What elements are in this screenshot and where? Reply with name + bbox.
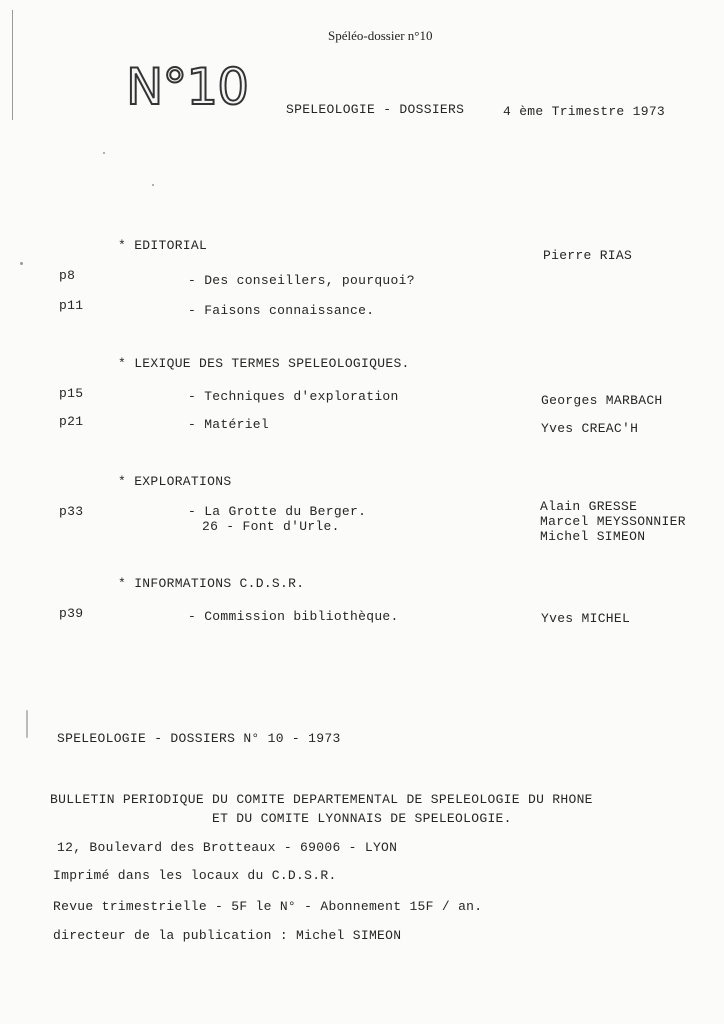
toc-page-ref: p15: [59, 386, 84, 401]
toc-page-ref: p11: [59, 298, 84, 313]
colophon-subscription: Revue trimestrielle - 5F le N° - Abonnement 15F / an.: [53, 899, 483, 914]
toc-title: - Faisons connaissance.: [188, 303, 375, 318]
toc-page-ref: p21: [59, 414, 84, 429]
speck: [103, 152, 105, 154]
colophon-address: 12, Boulevard des Brotteaux - 69006 - LYON: [57, 840, 398, 855]
colophon-printed: Imprimé dans les locaux du C.D.S.R.: [53, 868, 337, 883]
issue-number: N°10: [126, 58, 249, 116]
toc-title: - Matériel: [188, 417, 270, 432]
colophon-publisher-2: ET DU COMITE LYONNAIS DE SPELEOLOGIE.: [212, 811, 512, 826]
toc-page-ref: p39: [59, 606, 84, 621]
toc-author: Michel SIMEON: [540, 529, 646, 544]
toc-author: Alain GRESSE: [540, 499, 638, 514]
toc-author: Georges MARBACH: [541, 393, 663, 408]
running-header: Spéléo-dossier n°10: [328, 28, 433, 43]
toc-title: - Des conseillers, pourquoi?: [188, 273, 415, 288]
toc-page-ref: p8: [59, 268, 76, 283]
toc-author: Yves MICHEL: [541, 611, 631, 626]
speck: [26, 710, 28, 738]
toc-author: Yves CREAC'H: [541, 421, 639, 436]
toc-author: Marcel MEYSSONNIER: [540, 514, 686, 529]
margin-pencil-line: [12, 10, 13, 120]
speck: [152, 184, 154, 186]
section-heading: * LEXIQUE DES TERMES SPELEOLOGIQUES.: [118, 356, 410, 371]
section-heading: * INFORMATIONS C.D.S.R.: [118, 576, 305, 591]
toc-author: Pierre RIAS: [543, 248, 633, 263]
colophon-publisher: BULLETIN PERIODIQUE DU COMITE DEPARTEMENTAL DE SPELEOLOGIE DU RHONE: [50, 792, 593, 807]
colophon-title: SPELEOLOGIE - DOSSIERS N° 10 - 1973: [57, 731, 341, 746]
journal-title: SPELEOLOGIE - DOSSIERS: [286, 102, 465, 117]
toc-title-line2: 26 - Font d'Urle.: [202, 519, 340, 534]
speck: [20, 262, 23, 265]
toc-title: - Commission bibliothèque.: [188, 609, 399, 624]
toc-page-ref: p33: [59, 504, 84, 519]
toc-title: - La Grotte du Berger.: [188, 504, 367, 519]
colophon-director: directeur de la publication : Michel SIMEON: [53, 928, 402, 943]
section-heading: * EXPLORATIONS: [118, 474, 232, 489]
issue-period: 4 ème Trimestre 1973: [503, 104, 666, 119]
toc-title: - Techniques d'exploration: [188, 389, 399, 404]
section-heading: * EDITORIAL: [118, 238, 208, 253]
